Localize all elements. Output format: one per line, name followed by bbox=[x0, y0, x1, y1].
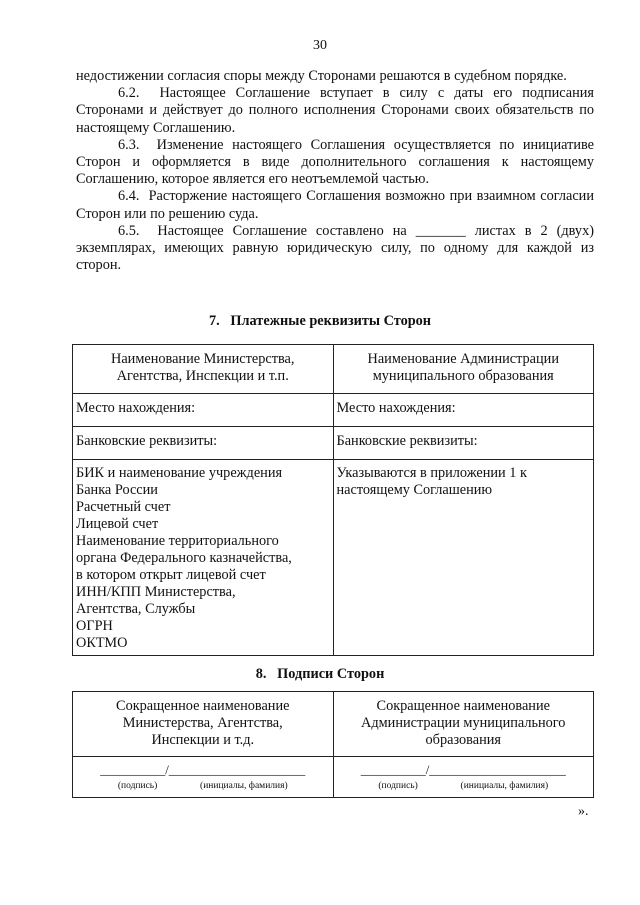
payment-details-table bbox=[72, 344, 594, 656]
signature-name-line: Сокращенное наименование bbox=[116, 698, 290, 714]
detail-line: Наименование территориального bbox=[76, 533, 279, 549]
paragraph-continuation: недостижении согласия споры между Сторонами решаются в судебном порядке. bbox=[76, 68, 567, 84]
location-label-left: Место нахождения: bbox=[73, 394, 334, 427]
bank-label-right: Банковские реквизиты: bbox=[333, 427, 594, 460]
detail-line: ОГРН bbox=[76, 618, 113, 634]
signature-caption bbox=[337, 778, 591, 795]
signature-name-ministry bbox=[73, 692, 334, 757]
detail-line: настоящему Соглашению bbox=[336, 482, 493, 498]
table-row bbox=[73, 460, 594, 656]
detail-line: в котором открыт лицевой счет bbox=[76, 567, 266, 583]
paragraph-6-4: 6.4. Расторжение настоящего Соглашения возможно при взаимном согласии Сторон или по решению суда. bbox=[76, 188, 594, 222]
table-row bbox=[73, 345, 594, 394]
header-ministry bbox=[73, 345, 334, 394]
table-row bbox=[73, 394, 594, 427]
detail-line: ОКТМО bbox=[76, 635, 128, 651]
table-row bbox=[73, 427, 594, 460]
paragraph-6-5: 6.5. Настоящее Соглашение составлено на _______ листах в 2 (двух) экземплярах, имеющих равную юридическую силу, по одному для каждой из сторон. bbox=[76, 222, 594, 274]
signature-line: __________/_____________________ bbox=[360, 762, 566, 777]
section-8-title: 8. Подписи Сторон bbox=[255, 666, 385, 682]
bank-label-left: Банковские реквизиты: bbox=[73, 427, 334, 460]
signature-field-left bbox=[73, 757, 334, 798]
location-label-right: Место нахождения: bbox=[333, 394, 594, 427]
detail-line: Указываются в приложении 1 к bbox=[336, 465, 527, 481]
signature-name-line: Инспекции и т.д. bbox=[151, 732, 255, 748]
signature-caption bbox=[76, 778, 330, 795]
section-7-title: 7. Платежные реквизиты Сторон bbox=[208, 313, 432, 329]
detail-line: Расчетный счет bbox=[76, 499, 171, 515]
signature-name-line: образования bbox=[425, 732, 501, 748]
header-administration bbox=[333, 345, 594, 394]
header-administration-line: Наименование Администрации bbox=[367, 351, 559, 367]
table-row bbox=[73, 692, 594, 757]
paragraph-6-3: 6.3. Изменение настоящего Соглашения осуществляется по инициативе Сторон и оформляется в виде дополнительного соглашения к настоящему Соглашению, которое является его неотъемлемой частью. bbox=[76, 136, 594, 188]
header-ministry-line: Наименование Министерства, bbox=[111, 351, 295, 367]
signature-line: __________/_____________________ bbox=[100, 762, 306, 777]
signature-name-line: Администрации муниципального bbox=[361, 715, 566, 731]
detail-line: Банка России bbox=[76, 482, 158, 498]
signatures-table bbox=[72, 691, 594, 798]
closing-quote: ». bbox=[578, 804, 589, 819]
signature-name-line: Сокращенное наименование bbox=[376, 698, 550, 714]
signature-name-administration bbox=[333, 692, 594, 757]
signature-field-right bbox=[333, 757, 594, 798]
detail-line: органа Федерального казначейства, bbox=[76, 550, 292, 566]
header-administration-line: муниципального образования bbox=[372, 368, 554, 384]
detail-line: БИК и наименование учреждения bbox=[76, 465, 283, 481]
signature-name-line: Министерства, Агентства, bbox=[122, 715, 283, 731]
detail-line: Агентства, Службы bbox=[76, 601, 196, 617]
detail-line: ИНН/КПП Министерства, bbox=[76, 584, 236, 600]
paragraph-6-2: 6.2. Настоящее Соглашение вступает в силу с даты его подписания Сторонами и действует до полного исполнения Сторонами своих обязательств по настоящему Соглашению. bbox=[76, 85, 594, 136]
body-text bbox=[76, 68, 594, 274]
caption-initials: (инициалы, фамилия) bbox=[460, 781, 549, 791]
page-number: 30 bbox=[313, 38, 327, 53]
caption-signature: (подпись) bbox=[378, 781, 418, 791]
detail-line: Лицевой счет bbox=[76, 516, 159, 532]
bank-details-left bbox=[73, 460, 334, 656]
table-row bbox=[73, 757, 594, 798]
caption-initials: (инициалы, фамилия) bbox=[200, 781, 288, 791]
bank-details-right bbox=[333, 460, 594, 656]
header-ministry-line: Агентства, Инспекции и т.п. bbox=[116, 368, 289, 384]
caption-signature: (подпись) bbox=[117, 781, 158, 791]
